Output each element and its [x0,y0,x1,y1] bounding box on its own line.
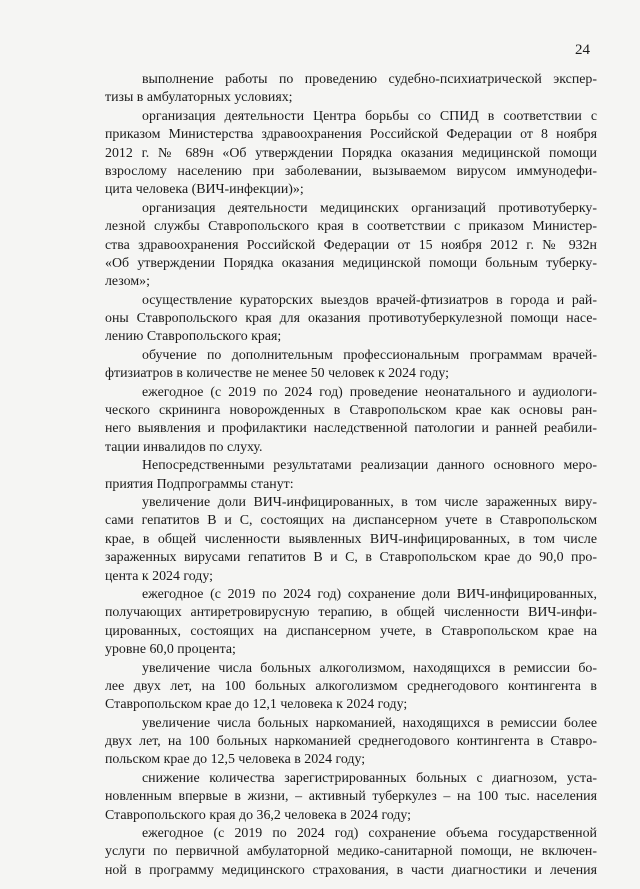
text-line: двух лет, на 100 больных наркоманией среднегодового контингента в Ставро- [105,734,597,750]
text-line: новленным впервые в жизни, – активный туберкулез – на 100 тыс. населения [105,789,597,805]
text-line: увеличение доли ВИЧ-инфицированных, в том числе зараженных виру- [142,494,597,510]
text-line: приказом Министерства здравоохранения Российской Федерации от 8 ноября [105,127,597,143]
text-line: зараженных вирусами гепатитов В и С, в Ставропольском крае до 90,0 про- [105,550,597,566]
text-line: лению Ставропольского края; [105,329,282,345]
text-line: организация деятельности Центра борьбы со СПИД в соответствии с [142,108,597,124]
text-line: цита человека (ВИЧ-инфекции)»; [105,182,304,198]
page-number: 24 [575,42,590,58]
text-line: фтизиатров в количестве не менее 50 человек к 2024 году; [105,366,450,382]
text-line: ческого скрининга новорожденных в Ставропольском крае как основы ран- [105,403,597,419]
document-body [105,71,597,880]
text-line: польском крае до 12,5 человека в 2024 году; [105,752,366,768]
text-line: Ставропольском крае до 12,1 человека к 2024 году; [105,697,408,713]
text-line: сами гепатитов В и С, состоящих на диспансерном учете в Ставропольском [105,513,597,529]
text-line: 2012 г. № 689н «Об утверждении Порядка оказания медицинской помощи [105,145,597,161]
text-line: организация деятельности медицинских организаций противотуберку- [142,200,597,216]
text-line: ежегодное (с 2019 по 2024 год) проведение неонатального и аудиологи- [142,384,597,400]
text-line: ной в программу медицинского страхования, в части диагностики и лечения [105,862,597,878]
text-line: увеличение числа больных алкоголизмом, находящихся в ремиссии бо- [142,660,597,676]
text-line: лее двух лет, на 100 больных алкоголизмом среднегодового контингента в [105,678,597,694]
text-line: тизы в амбулаторных условиях; [105,90,293,106]
text-line: крае, в общей численности выявленных ВИЧ-инфицированных, в том числе [105,531,597,547]
text-line: выполнение работы по проведению судебно-психиатрической экспер- [142,72,597,87]
text-line: лезной службы Ставропольского края в соответствии с приказом Министер- [105,219,597,235]
text-line: ежегодное (с 2019 по 2024 год) сохранение доли ВИЧ-инфицированных, [142,586,597,602]
text-line: оны Ставропольского края для оказания противотуберкулезной помощи насе- [105,311,597,327]
text-line: ства здравоохранения Российской Федерации от 15 ноября 2012 г. № 932н [105,237,597,253]
text-line: Непосредственными результатами реализации данного основного меро- [142,458,597,474]
text-line: него выявления и профилактики наследственной патологии и ранней реабили- [105,421,597,437]
text-line: Ставропольского края до 36,2 человека в 2024 году; [105,807,412,823]
text-line: снижение количества зарегистрированных больных с диагнозом, уста- [142,770,597,786]
text-line: цента к 2024 году; [105,568,213,584]
text-line: осуществление кураторских выездов врачей-фтизиатров в города и рай- [142,292,597,308]
text-line: лезом»; [105,274,150,290]
text-line: услуги по первичной амбулаторной медико-санитарной помощи, не включен- [105,844,597,860]
text-line: обучение по дополнительным профессиональным программам врачей- [142,347,597,363]
text-line: ежегодное (с 2019 по 2024 год) сохранение объема государственной [142,826,597,842]
text-line: цированных, состоящих на диспансерном учете, в Ставропольском крае на [105,623,597,639]
text-line: уровне 60,0 процента; [105,642,236,658]
text-line: «Об утверждении Порядка оказания медицинской помощи больным туберку- [105,255,597,271]
text-line: получающих антиретровирусную терапию, в общей численности ВИЧ-инфи- [105,605,597,621]
text-line: тации инвалидов по слуху. [105,439,263,455]
text-line: взрослому населению при заболевании, вызываемом вирусом иммунодефи- [105,163,597,179]
text-line: увеличение числа больных наркоманией, находящихся в ремиссии более [142,715,597,731]
text-line: приятия Подпрограммы станут: [105,476,294,492]
